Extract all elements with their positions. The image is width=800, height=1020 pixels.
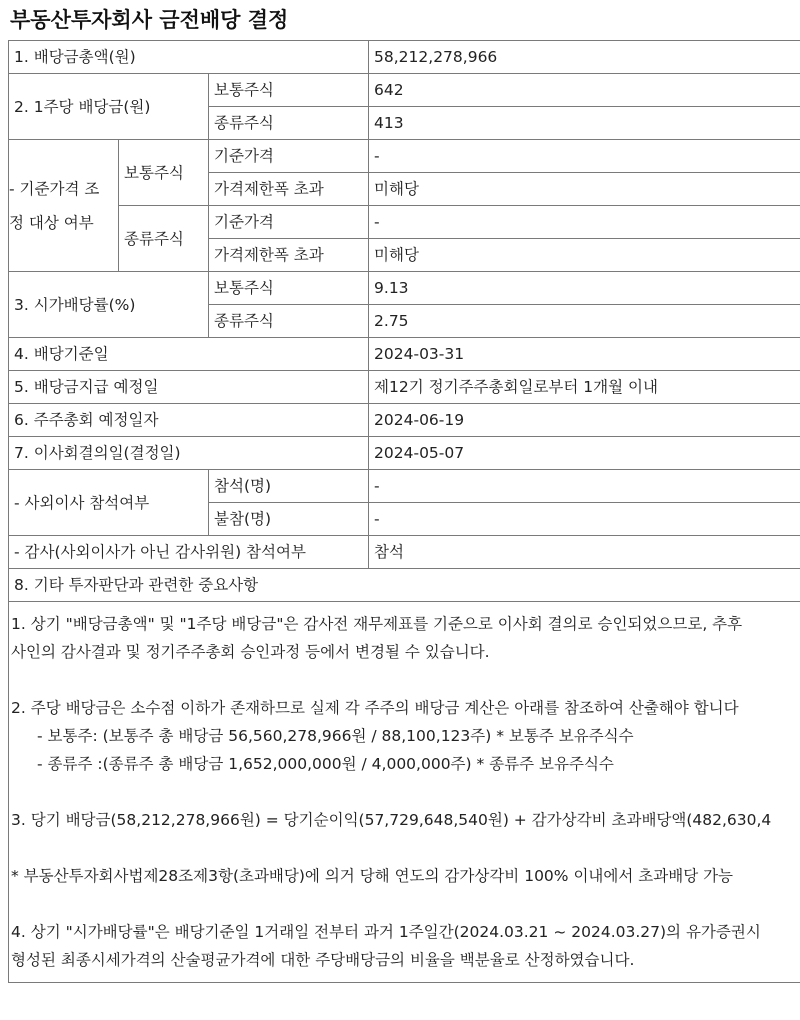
note-3b: * 부동산투자회사법제28조제3항(초과배당)에 의거 당해 연도의 감가상각비 100% 이내에서 초과배당 가능: [11, 867, 734, 885]
note-2b: - 보통주: (보통주 총 배당금 56,560,278,966원 / 88,100,123주) * 보통주 보유주식수: [37, 727, 634, 745]
note-spacer: [11, 778, 800, 806]
row-meeting-date: [9, 404, 800, 437]
payment-date-label: 5. 배당금지급 예정일: [9, 371, 369, 404]
note-spacer: [11, 834, 800, 862]
row-payment-date: [9, 371, 800, 404]
yield-preferred-label: 종류주식: [209, 305, 369, 338]
row-board-date: [9, 437, 800, 470]
outside-directors-absent-value: -: [369, 503, 800, 536]
note-3: 3. 당기 배당금(58,212,278,966원) = 당기순이익(57,729,648,540원) + 감가상각비 초과배당액(482,630,4: [11, 811, 772, 829]
page-title: 부동산투자회사 금전배당 결정: [10, 8, 289, 32]
note-2c: - 종류주 :(종류주 총 배당금 1,652,000,000원 / 4,000,000주) * 종류주 보유주식수: [37, 755, 614, 773]
price-adjust-common-label: 보통주식: [119, 140, 209, 206]
row-notes: [9, 602, 800, 983]
price-adjust-preferred-limit-label: 가격제한폭 초과: [209, 239, 369, 272]
outside-directors-label: - 사외이사 참석여부: [9, 470, 209, 536]
meeting-date-value: 2024-06-19: [369, 404, 800, 437]
note-4a: 4. 상기 "시가배당률"은 배당기준일 1거래일 전부터 과거 1주일간(2024.03.21 ~ 2024.03.27)의 유가증권시: [11, 923, 761, 941]
record-date-label: 4. 배당기준일: [9, 338, 369, 371]
note-1b: 사인의 감사결과 및 정기주주총회 승인과정 등에서 변경될 수 있습니다.: [11, 643, 490, 661]
note-1a: 1. 상기 "배당금총액" 및 "1주당 배당금"은 감사전 재무제표를 기준으로 이사회 결의로 승인되었으므로, 추후: [11, 615, 743, 633]
row-auditor: [9, 536, 800, 569]
row-outside-directors-present: [9, 470, 800, 503]
per-share-common-value: 642: [369, 74, 800, 107]
price-adjust-common-base-label: 기준가격: [209, 140, 369, 173]
dividend-disclosure-table: [8, 40, 800, 983]
row-per-share-common: [9, 74, 800, 107]
price-adjust-preferred-limit-value: 미해당: [369, 239, 800, 272]
note-2a: 2. 주당 배당금은 소수점 이하가 존재하므로 실제 각 주주의 배당금 계산은 아래를 참조하여 산출해야 합니다: [11, 699, 739, 717]
note-4b: 형성된 최종시세가격의 산술평균가격에 대한 주당배당금의 비율을 백분율로 산정하였습니다.: [11, 951, 635, 969]
row-total-dividend: [9, 41, 800, 74]
note-spacer: [11, 890, 800, 918]
per-share-preferred-value: 413: [369, 107, 800, 140]
price-adjust-preferred-base-value: -: [369, 206, 800, 239]
row-other-header: [9, 569, 800, 602]
price-adjust-preferred-label: 종류주식: [119, 206, 209, 272]
price-adjust-common-limit-label: 가격제한폭 초과: [209, 173, 369, 206]
total-dividend-label: 1. 배당금총액(원): [9, 41, 369, 74]
price-adjust-preferred-base-label: 기준가격: [209, 206, 369, 239]
outside-directors-present-value: -: [369, 470, 800, 503]
price-adjust-common-base-value: -: [369, 140, 800, 173]
auditor-value: 참석: [369, 536, 800, 569]
price-adjust-label: - 기준가격 조정 대상 여부: [9, 140, 119, 272]
price-adjust-common-limit-value: 미해당: [369, 173, 800, 206]
per-share-preferred-label: 종류주식: [209, 107, 369, 140]
row-yield-common: [9, 272, 800, 305]
total-dividend-value: 58,212,278,966: [369, 41, 800, 74]
yield-common-value: 9.13: [369, 272, 800, 305]
row-price-adjust-common-base: [9, 140, 800, 173]
board-date-label: 7. 이사회결의일(결정일): [9, 437, 369, 470]
yield-common-label: 보통주식: [209, 272, 369, 305]
row-price-adjust-preferred-base: [9, 206, 800, 239]
other-matters-notes: [9, 602, 800, 983]
board-date-value: 2024-05-07: [369, 437, 800, 470]
yield-preferred-value: 2.75: [369, 305, 800, 338]
outside-directors-present-label: 참석(명): [209, 470, 369, 503]
payment-date-value: 제12기 정기주주총회일로부터 1개월 이내: [369, 371, 800, 404]
auditor-label: - 감사(사외이사가 아닌 감사위원) 참석여부: [9, 536, 369, 569]
per-share-common-label: 보통주식: [209, 74, 369, 107]
other-matters-label: 8. 기타 투자판단과 관련한 중요사항: [9, 569, 800, 602]
outside-directors-absent-label: 불참(명): [209, 503, 369, 536]
meeting-date-label: 6. 주주총회 예정일자: [9, 404, 369, 437]
note-spacer: [11, 666, 800, 694]
yield-label: 3. 시가배당률(%): [9, 272, 209, 338]
per-share-label: 2. 1주당 배당금(원): [9, 74, 209, 140]
row-record-date: [9, 338, 800, 371]
record-date-value: 2024-03-31: [369, 338, 800, 371]
